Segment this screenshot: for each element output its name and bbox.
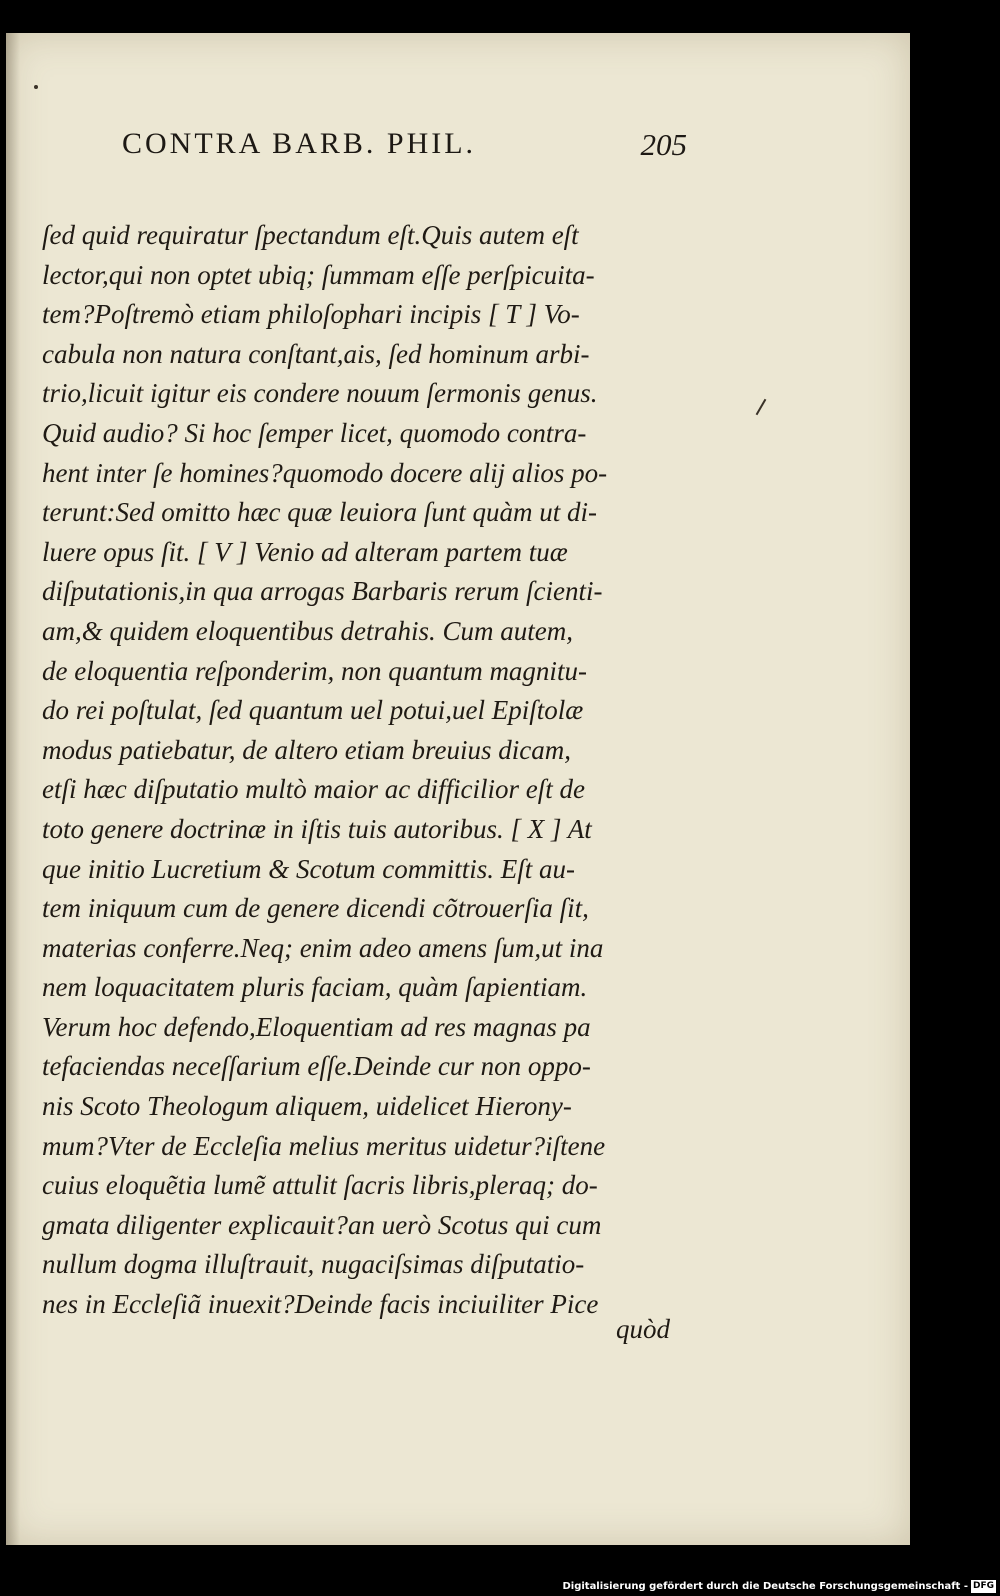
text-line: Verum hoc defendo,Eloquentiam ad res magnas pa — [42, 1011, 591, 1042]
text-line: am,& quidem eloquentibus detrahis. Cum autem, — [42, 615, 573, 646]
text-line: lector,qui non optet ubiq; ſummam eſſe perſpicuita- — [42, 259, 595, 290]
funding-note: Digitalisierung gefördert durch die Deutsche Forschungsgemeinschaft - — [562, 1580, 968, 1592]
text-line: mum?Vter de Eccleſia melius meritus uidetur?iſtene — [42, 1130, 606, 1161]
page-number: 205 — [640, 127, 687, 162]
text-line: cuius eloquẽtia lumẽ attulit ſacris libris,pleraq; do- — [42, 1170, 598, 1201]
text-line: tefaciendas neceſſarium eſſe.Deinde cur non oppo- — [42, 1051, 591, 1082]
text-line: tem?Poſtremò etiam philoſophari incipis [ T ] Vo- — [42, 299, 580, 330]
text-line: trio,licuit igitur eis condere nouum ſermonis genus. — [42, 378, 598, 409]
text-line: nis Scoto Theologum aliquem, uidelicet Hierony- — [42, 1091, 572, 1122]
running-header — [122, 127, 687, 177]
text-line: de eloquentia reſponderim, non quantum magnitu- — [42, 655, 587, 686]
text-line: etſi hæc diſputatio multò maior ac difficilior eſt de — [42, 774, 585, 805]
text-line: nem loquacitatem pluris faciam, quàm ſapientiam. — [42, 972, 588, 1003]
book-page — [6, 33, 910, 1545]
text-line: materias conferre.Neq; enim adeo amens ſum,ut ina — [42, 932, 604, 963]
text-line: cabula non natura conſtant,ais, ſed hominum arbi- — [42, 338, 590, 369]
text-line: terunt:Sed omitto hæc quæ leuiora ſunt quàm ut di- — [42, 497, 597, 528]
ink-dot — [34, 85, 38, 89]
text-line: do rei poſtulat, ſed quantum uel potui,uel Epiſtolæ — [42, 695, 584, 726]
text-line: nullum dogma illuſtrauit, nugaciſsimas diſputatio- — [42, 1249, 585, 1280]
text-line: Quid audio? Si hoc ſemper licet, quomodo contra- — [42, 417, 587, 448]
text-line: que initio Lucretium & Scotum committis. Eſt au- — [42, 853, 575, 884]
text-line: diſputationis,in qua arrogas Barbaris rerum ſcienti- — [42, 576, 603, 607]
text-line: tem iniquum cum de genere dicendi cõtrouerſia ſit, — [42, 893, 589, 924]
text-line: gmata diligenter explicauit?an uerò Scotus qui cum — [42, 1209, 602, 1240]
catchword: quòd — [616, 1314, 670, 1344]
text-line: toto genere doctrinæ in iſtis tuis autoribus. [ X ] At — [42, 813, 592, 844]
text-line: hent inter ſe homines?quomodo docere alij alios po- — [42, 457, 608, 488]
body-text — [42, 216, 682, 1325]
text-line: ſed quid requiratur ſpectandum eſt.Quis autem eſt — [42, 220, 579, 250]
running-title: CONTRA BARB. PHIL. — [122, 127, 477, 160]
dfg-logo: DFG — [972, 1580, 994, 1591]
text-line: nes in Eccleſiã inuexit?Deinde facis inciuiliter Pice — [42, 1289, 599, 1320]
text-line: modus patiebatur, de altero etiam breuius dicam, — [42, 734, 571, 765]
text-line: luere opus ſit. [ V ] Venio ad alteram partem tuæ — [42, 536, 568, 567]
digitization-footer — [562, 1578, 996, 1594]
